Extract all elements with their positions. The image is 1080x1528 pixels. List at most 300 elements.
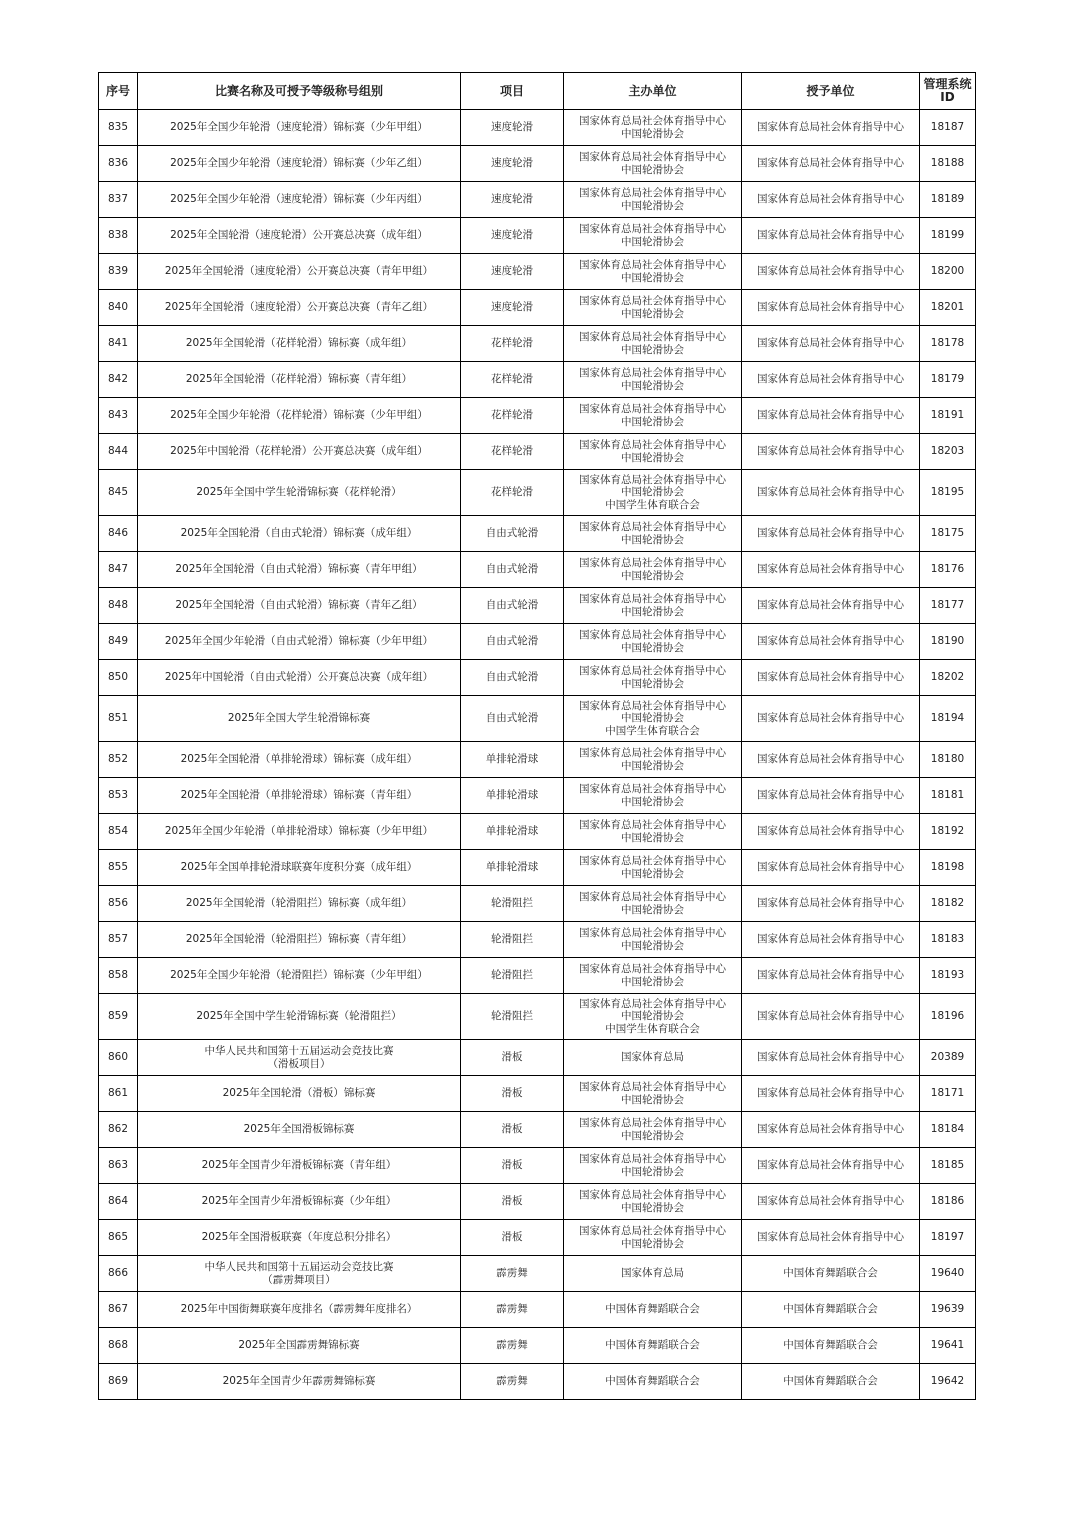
cell-organizer-line: 国家体育总局社会体育指导中心 bbox=[579, 1189, 726, 1201]
cell-organizer-line: 国家体育总局社会体育指导中心 bbox=[579, 557, 726, 569]
cell-event: 速度轮滑 bbox=[461, 218, 564, 254]
cell-event: 自由式轮滑 bbox=[461, 588, 564, 624]
cell-organizer bbox=[564, 326, 742, 362]
cell-grantor: 国家体育总局社会体育指导中心 bbox=[742, 778, 920, 814]
cell-id: 18199 bbox=[920, 218, 976, 254]
cell-name bbox=[138, 850, 461, 886]
table-row bbox=[99, 742, 976, 778]
cell-name-line: 2025年全国中学生轮滑锦标赛（轮滑阻拦） bbox=[196, 1010, 402, 1023]
cell-organizer-line: 国家体育总局社会体育指导中心 bbox=[579, 521, 726, 533]
cell-organizer-line: 中国轮滑协会 bbox=[621, 343, 684, 356]
cell-seq: 838 bbox=[99, 218, 138, 254]
cell-seq: 869 bbox=[99, 1364, 138, 1400]
cell-name-line: 2025年全国轮滑（滑板）锦标赛 bbox=[222, 1087, 376, 1100]
cell-event: 轮滑阻拦 bbox=[461, 886, 564, 922]
cell-organizer bbox=[564, 660, 742, 696]
table-row bbox=[99, 1292, 976, 1328]
cell-name-line: 2025年全国青少年霹雳舞锦标赛 bbox=[222, 1375, 376, 1388]
cell-name bbox=[138, 434, 461, 470]
cell-organizer bbox=[564, 362, 742, 398]
cell-grantor: 国家体育总局社会体育指导中心 bbox=[742, 1220, 920, 1256]
cell-name-line: 2025年全国轮滑（花样轮滑）锦标赛（成年组） bbox=[185, 337, 413, 350]
table-row bbox=[99, 362, 976, 398]
cell-id: 18198 bbox=[920, 850, 976, 886]
cell-id: 18185 bbox=[920, 1148, 976, 1184]
cell-name bbox=[138, 182, 461, 218]
cell-id: 18183 bbox=[920, 922, 976, 958]
cell-name bbox=[138, 814, 461, 850]
header-organizer: 主办单位 bbox=[564, 73, 742, 110]
cell-organizer bbox=[564, 588, 742, 624]
cell-organizer-line: 国家体育总局社会体育指导中心 bbox=[579, 819, 726, 831]
cell-name bbox=[138, 958, 461, 994]
table-row bbox=[99, 958, 976, 994]
cell-event: 花样轮滑 bbox=[461, 326, 564, 362]
cell-organizer bbox=[564, 516, 742, 552]
cell-id: 18197 bbox=[920, 1220, 976, 1256]
cell-seq: 843 bbox=[99, 398, 138, 434]
cell-organizer-line: 国家体育总局社会体育指导中心 bbox=[579, 747, 726, 759]
cell-id: 18184 bbox=[920, 1112, 976, 1148]
cell-grantor: 中国体育舞蹈联合会 bbox=[742, 1256, 920, 1292]
cell-name-line: 2025年全国青少年滑板锦标赛（青年组） bbox=[201, 1159, 397, 1172]
cell-id: 18179 bbox=[920, 362, 976, 398]
cell-name bbox=[138, 1292, 461, 1328]
cell-grantor: 国家体育总局社会体育指导中心 bbox=[742, 1040, 920, 1076]
cell-organizer-line: 国家体育总局 bbox=[621, 1267, 684, 1280]
cell-grantor: 国家体育总局社会体育指导中心 bbox=[742, 326, 920, 362]
cell-seq: 846 bbox=[99, 516, 138, 552]
cell-id: 18200 bbox=[920, 254, 976, 290]
cell-grantor: 国家体育总局社会体育指导中心 bbox=[742, 182, 920, 218]
cell-name bbox=[138, 922, 461, 958]
cell-organizer-line: 中国轮滑协会 bbox=[621, 1129, 684, 1142]
cell-organizer-line: 中国轮滑协会 bbox=[621, 1093, 684, 1106]
cell-name bbox=[138, 1184, 461, 1220]
cell-name bbox=[138, 110, 461, 146]
cell-seq: 849 bbox=[99, 624, 138, 660]
cell-organizer-line: 国家体育总局社会体育指导中心 bbox=[579, 927, 726, 939]
cell-name-line: 中华人民共和国第十五届运动会竞技比赛 bbox=[204, 1261, 394, 1273]
table-row bbox=[99, 696, 976, 742]
cell-name bbox=[138, 1040, 461, 1076]
cell-seq: 857 bbox=[99, 922, 138, 958]
cell-organizer-line: 中国轮滑协会 bbox=[621, 975, 684, 988]
cell-name-line: 2025年全国青少年滑板锦标赛（少年组） bbox=[201, 1195, 397, 1208]
cell-seq: 839 bbox=[99, 254, 138, 290]
cell-organizer bbox=[564, 1220, 742, 1256]
cell-organizer-line: 国家体育总局社会体育指导中心 bbox=[579, 963, 726, 975]
cell-event: 滑板 bbox=[461, 1184, 564, 1220]
cell-seq: 856 bbox=[99, 886, 138, 922]
cell-name-line: 2025年全国轮滑（速度轮滑）公开赛总决赛（青年甲组） bbox=[164, 265, 434, 278]
cell-grantor: 国家体育总局社会体育指导中心 bbox=[742, 146, 920, 182]
cell-id: 18193 bbox=[920, 958, 976, 994]
table-row bbox=[99, 588, 976, 624]
table-row bbox=[99, 326, 976, 362]
cell-seq: 835 bbox=[99, 110, 138, 146]
cell-seq: 864 bbox=[99, 1184, 138, 1220]
cell-seq: 840 bbox=[99, 290, 138, 326]
cell-grantor: 国家体育总局社会体育指导中心 bbox=[742, 660, 920, 696]
cell-grantor: 中国体育舞蹈联合会 bbox=[742, 1328, 920, 1364]
cell-seq: 861 bbox=[99, 1076, 138, 1112]
cell-organizer bbox=[564, 1328, 742, 1364]
cell-grantor: 国家体育总局社会体育指导中心 bbox=[742, 850, 920, 886]
cell-organizer-line: 中国轮滑协会 bbox=[621, 533, 684, 546]
cell-event: 轮滑阻拦 bbox=[461, 922, 564, 958]
cell-event: 滑板 bbox=[461, 1148, 564, 1184]
cell-organizer bbox=[564, 434, 742, 470]
cell-id: 18192 bbox=[920, 814, 976, 850]
cell-id: 18196 bbox=[920, 994, 976, 1040]
cell-organizer bbox=[564, 110, 742, 146]
cell-event: 自由式轮滑 bbox=[461, 660, 564, 696]
competition-table bbox=[98, 72, 976, 1400]
cell-grantor: 国家体育总局社会体育指导中心 bbox=[742, 254, 920, 290]
cell-name bbox=[138, 994, 461, 1040]
cell-name-line: 2025年全国中学生轮滑锦标赛（花样轮滑） bbox=[196, 486, 402, 499]
cell-id: 19642 bbox=[920, 1364, 976, 1400]
cell-organizer-line: 中国学生体育联合会 bbox=[605, 498, 700, 511]
cell-event: 速度轮滑 bbox=[461, 254, 564, 290]
cell-name-line: 2025年全国少年轮滑（花样轮滑）锦标赛（少年甲组） bbox=[170, 409, 428, 422]
table-row bbox=[99, 778, 976, 814]
cell-seq: 859 bbox=[99, 994, 138, 1040]
cell-name bbox=[138, 290, 461, 326]
cell-organizer-line: 中国轮滑协会 bbox=[621, 605, 684, 618]
table-row bbox=[99, 516, 976, 552]
cell-organizer bbox=[564, 146, 742, 182]
cell-organizer-line: 中国轮滑协会 bbox=[621, 795, 684, 808]
cell-organizer-line: 国家体育总局社会体育指导中心 bbox=[579, 367, 726, 379]
cell-organizer-line: 中国轮滑协会 bbox=[621, 677, 684, 690]
table-row bbox=[99, 1148, 976, 1184]
cell-organizer-line: 中国轮滑协会 bbox=[621, 569, 684, 582]
cell-id: 18188 bbox=[920, 146, 976, 182]
cell-name-line: 2025年全国轮滑（自由式轮滑）锦标赛（青年乙组） bbox=[175, 599, 423, 612]
cell-organizer bbox=[564, 218, 742, 254]
cell-grantor: 国家体育总局社会体育指导中心 bbox=[742, 886, 920, 922]
cell-grantor: 国家体育总局社会体育指导中心 bbox=[742, 1184, 920, 1220]
cell-organizer-line: 中国轮滑协会 bbox=[621, 307, 684, 320]
cell-id: 18175 bbox=[920, 516, 976, 552]
cell-name-line: 2025年全国轮滑（速度轮滑）公开赛总决赛（成年组） bbox=[170, 229, 428, 242]
cell-organizer bbox=[564, 922, 742, 958]
cell-event: 滑板 bbox=[461, 1112, 564, 1148]
cell-organizer bbox=[564, 254, 742, 290]
cell-name bbox=[138, 1364, 461, 1400]
cell-seq: 845 bbox=[99, 470, 138, 516]
cell-seq: 842 bbox=[99, 362, 138, 398]
cell-grantor: 国家体育总局社会体育指导中心 bbox=[742, 922, 920, 958]
cell-name-line: 2025年全国轮滑（单排轮滑球）锦标赛（青年组） bbox=[180, 789, 418, 802]
table-row bbox=[99, 254, 976, 290]
cell-organizer-line: 国家体育总局社会体育指导中心 bbox=[579, 1117, 726, 1129]
table-row bbox=[99, 994, 976, 1040]
table-row bbox=[99, 434, 976, 470]
cell-organizer-line: 中国轮滑协会 bbox=[621, 486, 684, 499]
header-name: 比赛名称及可授予等级称号组别 bbox=[138, 73, 461, 110]
cell-seq: 837 bbox=[99, 182, 138, 218]
cell-organizer-line: 中国轮滑协会 bbox=[621, 903, 684, 916]
cell-organizer-line: 中国轮滑协会 bbox=[621, 235, 684, 248]
header-event: 项目 bbox=[461, 73, 564, 110]
cell-seq: 867 bbox=[99, 1292, 138, 1328]
cell-name bbox=[138, 470, 461, 516]
table-row bbox=[99, 1112, 976, 1148]
cell-seq: 854 bbox=[99, 814, 138, 850]
cell-organizer bbox=[564, 398, 742, 434]
cell-grantor: 国家体育总局社会体育指导中心 bbox=[742, 110, 920, 146]
cell-organizer-line: 国家体育总局社会体育指导中心 bbox=[579, 115, 726, 127]
cell-name bbox=[138, 398, 461, 434]
cell-name-line: 2025年全国少年轮滑（速度轮滑）锦标赛（少年乙组） bbox=[170, 157, 428, 170]
cell-organizer-line: 中国轮滑协会 bbox=[621, 939, 684, 952]
cell-organizer-line: 中国体育舞蹈联合会 bbox=[605, 1375, 700, 1388]
cell-id: 19639 bbox=[920, 1292, 976, 1328]
cell-id: 18202 bbox=[920, 660, 976, 696]
cell-organizer-line: 国家体育总局社会体育指导中心 bbox=[579, 259, 726, 271]
cell-organizer bbox=[564, 1256, 742, 1292]
cell-id: 18182 bbox=[920, 886, 976, 922]
cell-organizer-line: 国家体育总局社会体育指导中心 bbox=[579, 331, 726, 343]
cell-event: 速度轮滑 bbox=[461, 182, 564, 218]
cell-name bbox=[138, 218, 461, 254]
table-row bbox=[99, 218, 976, 254]
cell-name bbox=[138, 1256, 461, 1292]
cell-seq: 862 bbox=[99, 1112, 138, 1148]
cell-organizer bbox=[564, 1292, 742, 1328]
cell-organizer-line: 中国轮滑协会 bbox=[621, 759, 684, 772]
cell-grantor: 国家体育总局社会体育指导中心 bbox=[742, 290, 920, 326]
cell-grantor: 国家体育总局社会体育指导中心 bbox=[742, 470, 920, 516]
cell-event: 霹雳舞 bbox=[461, 1364, 564, 1400]
cell-id: 18194 bbox=[920, 696, 976, 742]
cell-name bbox=[138, 326, 461, 362]
table-row bbox=[99, 398, 976, 434]
cell-grantor: 国家体育总局社会体育指导中心 bbox=[742, 1076, 920, 1112]
cell-organizer-line: 中国轮滑协会 bbox=[621, 379, 684, 392]
cell-organizer bbox=[564, 778, 742, 814]
cell-organizer bbox=[564, 1076, 742, 1112]
cell-grantor: 国家体育总局社会体育指导中心 bbox=[742, 994, 920, 1040]
cell-organizer bbox=[564, 470, 742, 516]
cell-organizer-line: 国家体育总局社会体育指导中心 bbox=[579, 151, 726, 163]
cell-event: 速度轮滑 bbox=[461, 110, 564, 146]
cell-name-line: 2025年全国少年轮滑（速度轮滑）锦标赛（少年甲组） bbox=[170, 121, 428, 134]
cell-grantor: 国家体育总局社会体育指导中心 bbox=[742, 1112, 920, 1148]
cell-id: 19641 bbox=[920, 1328, 976, 1364]
cell-seq: 855 bbox=[99, 850, 138, 886]
cell-event: 滑板 bbox=[461, 1076, 564, 1112]
cell-event: 花样轮滑 bbox=[461, 398, 564, 434]
cell-name-line: 2025年全国轮滑（自由式轮滑）锦标赛（成年组） bbox=[180, 527, 418, 540]
cell-seq: 844 bbox=[99, 434, 138, 470]
cell-organizer-line: 中国轮滑协会 bbox=[621, 127, 684, 140]
cell-name bbox=[138, 696, 461, 742]
cell-organizer bbox=[564, 994, 742, 1040]
cell-id: 18181 bbox=[920, 778, 976, 814]
table-row bbox=[99, 660, 976, 696]
cell-id: 20389 bbox=[920, 1040, 976, 1076]
cell-name bbox=[138, 1328, 461, 1364]
cell-name-line: （霹雳舞项目） bbox=[262, 1273, 336, 1286]
cell-organizer bbox=[564, 1184, 742, 1220]
cell-organizer-line: 国家体育总局社会体育指导中心 bbox=[579, 223, 726, 235]
cell-organizer bbox=[564, 1148, 742, 1184]
table-row bbox=[99, 850, 976, 886]
table-row bbox=[99, 182, 976, 218]
cell-organizer-line: 国家体育总局社会体育指导中心 bbox=[579, 699, 726, 712]
table-body bbox=[99, 110, 976, 1400]
cell-organizer bbox=[564, 182, 742, 218]
cell-name-line: 2025年全国轮滑（花样轮滑）锦标赛（青年组） bbox=[185, 373, 413, 386]
cell-grantor: 国家体育总局社会体育指导中心 bbox=[742, 742, 920, 778]
cell-seq: 866 bbox=[99, 1256, 138, 1292]
cell-name-line: 2025年全国霹雳舞锦标赛 bbox=[238, 1339, 360, 1352]
cell-organizer bbox=[564, 742, 742, 778]
cell-name-line: 2025年全国轮滑（单排轮滑球）锦标赛（成年组） bbox=[180, 753, 418, 766]
cell-name-line: 中华人民共和国第十五届运动会竞技比赛 bbox=[204, 1045, 394, 1057]
cell-grantor: 国家体育总局社会体育指导中心 bbox=[742, 588, 920, 624]
cell-grantor: 中国体育舞蹈联合会 bbox=[742, 1292, 920, 1328]
cell-organizer-line: 中国轮滑协会 bbox=[621, 415, 684, 428]
header-seq: 序号 bbox=[99, 73, 138, 110]
table-row bbox=[99, 814, 976, 850]
header-row bbox=[99, 73, 976, 110]
cell-name-line: 2025年全国滑板联赛（年度总积分排名） bbox=[201, 1231, 397, 1244]
cell-organizer-line: 国家体育总局社会体育指导中心 bbox=[579, 1153, 726, 1165]
cell-organizer-line: 国家体育总局 bbox=[621, 1051, 684, 1064]
cell-organizer-line: 中国轮滑协会 bbox=[621, 712, 684, 725]
cell-event: 花样轮滑 bbox=[461, 470, 564, 516]
cell-grantor: 中国体育舞蹈联合会 bbox=[742, 1364, 920, 1400]
cell-name-line: 2025年全国少年轮滑（速度轮滑）锦标赛（少年丙组） bbox=[170, 193, 428, 206]
cell-organizer bbox=[564, 290, 742, 326]
cell-id: 18187 bbox=[920, 110, 976, 146]
cell-id: 18191 bbox=[920, 398, 976, 434]
table-row bbox=[99, 624, 976, 660]
cell-organizer-line: 国家体育总局社会体育指导中心 bbox=[579, 593, 726, 605]
cell-organizer-line: 中国轮滑协会 bbox=[621, 1201, 684, 1214]
cell-event: 自由式轮滑 bbox=[461, 624, 564, 660]
cell-seq: 850 bbox=[99, 660, 138, 696]
cell-name-line: 2025年中国街舞联赛年度排名（霹雳舞年度排名） bbox=[180, 1303, 418, 1316]
cell-organizer-line: 国家体育总局社会体育指导中心 bbox=[579, 1225, 726, 1237]
cell-name bbox=[138, 1112, 461, 1148]
cell-name-line: 2025年中国轮滑（花样轮滑）公开赛总决赛（成年组） bbox=[170, 445, 428, 458]
cell-id: 18189 bbox=[920, 182, 976, 218]
cell-name-line: 2025年全国少年轮滑（自由式轮滑）锦标赛（少年甲组） bbox=[164, 635, 434, 648]
cell-organizer-line: 国家体育总局社会体育指导中心 bbox=[579, 629, 726, 641]
cell-name-line: （滑板项目） bbox=[267, 1057, 331, 1070]
cell-event: 轮滑阻拦 bbox=[461, 994, 564, 1040]
table-row bbox=[99, 290, 976, 326]
cell-event: 单排轮滑球 bbox=[461, 850, 564, 886]
cell-id: 18178 bbox=[920, 326, 976, 362]
cell-organizer-line: 中国轮滑协会 bbox=[621, 271, 684, 284]
cell-organizer-line: 国家体育总局社会体育指导中心 bbox=[579, 403, 726, 415]
cell-seq: 868 bbox=[99, 1328, 138, 1364]
cell-event: 自由式轮滑 bbox=[461, 552, 564, 588]
cell-name bbox=[138, 1220, 461, 1256]
cell-organizer-line: 中国学生体育联合会 bbox=[605, 1022, 700, 1035]
cell-grantor: 国家体育总局社会体育指导中心 bbox=[742, 398, 920, 434]
cell-organizer-line: 中国轮滑协会 bbox=[621, 1010, 684, 1023]
table-row bbox=[99, 470, 976, 516]
cell-event: 霹雳舞 bbox=[461, 1292, 564, 1328]
table-row bbox=[99, 1364, 976, 1400]
cell-seq: 841 bbox=[99, 326, 138, 362]
cell-id: 19640 bbox=[920, 1256, 976, 1292]
cell-organizer bbox=[564, 1040, 742, 1076]
table-row bbox=[99, 146, 976, 182]
cell-name bbox=[138, 886, 461, 922]
cell-grantor: 国家体育总局社会体育指导中心 bbox=[742, 218, 920, 254]
cell-name-line: 2025年全国轮滑（轮滑阻拦）锦标赛（成年组） bbox=[185, 897, 413, 910]
cell-name bbox=[138, 516, 461, 552]
cell-id: 18201 bbox=[920, 290, 976, 326]
cell-organizer-line: 中国轮滑协会 bbox=[621, 867, 684, 880]
cell-name-line: 2025年全国单排轮滑球联赛年度积分赛（成年组） bbox=[180, 861, 418, 874]
cell-organizer bbox=[564, 1364, 742, 1400]
cell-id: 18186 bbox=[920, 1184, 976, 1220]
cell-organizer-line: 国家体育总局社会体育指导中心 bbox=[579, 855, 726, 867]
cell-name-line: 2025年全国轮滑（轮滑阻拦）锦标赛（青年组） bbox=[185, 933, 413, 946]
cell-id: 18180 bbox=[920, 742, 976, 778]
cell-event: 轮滑阻拦 bbox=[461, 958, 564, 994]
cell-event: 速度轮滑 bbox=[461, 290, 564, 326]
cell-event: 霹雳舞 bbox=[461, 1328, 564, 1364]
cell-organizer bbox=[564, 624, 742, 660]
cell-seq: 860 bbox=[99, 1040, 138, 1076]
cell-name-line: 2025年全国轮滑（自由式轮滑）锦标赛（青年甲组） bbox=[175, 563, 423, 576]
cell-name bbox=[138, 778, 461, 814]
cell-seq: 847 bbox=[99, 552, 138, 588]
cell-id: 18171 bbox=[920, 1076, 976, 1112]
cell-organizer-line: 中国轮滑协会 bbox=[621, 1237, 684, 1250]
cell-name bbox=[138, 588, 461, 624]
cell-organizer bbox=[564, 1112, 742, 1148]
cell-organizer bbox=[564, 814, 742, 850]
cell-grantor: 国家体育总局社会体育指导中心 bbox=[742, 624, 920, 660]
table-row bbox=[99, 1076, 976, 1112]
table-row bbox=[99, 110, 976, 146]
cell-organizer-line: 中国体育舞蹈联合会 bbox=[605, 1303, 700, 1316]
cell-name-line: 2025年全国滑板锦标赛 bbox=[243, 1123, 355, 1136]
cell-organizer-line: 国家体育总局社会体育指导中心 bbox=[579, 665, 726, 677]
cell-seq: 858 bbox=[99, 958, 138, 994]
cell-event: 单排轮滑球 bbox=[461, 778, 564, 814]
cell-name-line: 2025年全国大学生轮滑锦标赛 bbox=[227, 712, 371, 725]
cell-seq: 853 bbox=[99, 778, 138, 814]
cell-event: 花样轮滑 bbox=[461, 362, 564, 398]
cell-organizer-line: 国家体育总局社会体育指导中心 bbox=[579, 473, 726, 486]
cell-name-line: 2025年全国轮滑（速度轮滑）公开赛总决赛（青年乙组） bbox=[164, 301, 434, 314]
cell-event: 单排轮滑球 bbox=[461, 742, 564, 778]
cell-id: 18203 bbox=[920, 434, 976, 470]
cell-organizer-line: 国家体育总局社会体育指导中心 bbox=[579, 295, 726, 307]
cell-organizer bbox=[564, 850, 742, 886]
cell-seq: 852 bbox=[99, 742, 138, 778]
table-row bbox=[99, 1040, 976, 1076]
cell-organizer-line: 中国轮滑协会 bbox=[621, 451, 684, 464]
header-grantor: 授予单位 bbox=[742, 73, 920, 110]
cell-organizer-line: 中国轮滑协会 bbox=[621, 1165, 684, 1178]
cell-name-line: 2025年全国少年轮滑（单排轮滑球）锦标赛（少年甲组） bbox=[164, 825, 434, 838]
header-sysid: 管理系统ID bbox=[920, 73, 976, 110]
